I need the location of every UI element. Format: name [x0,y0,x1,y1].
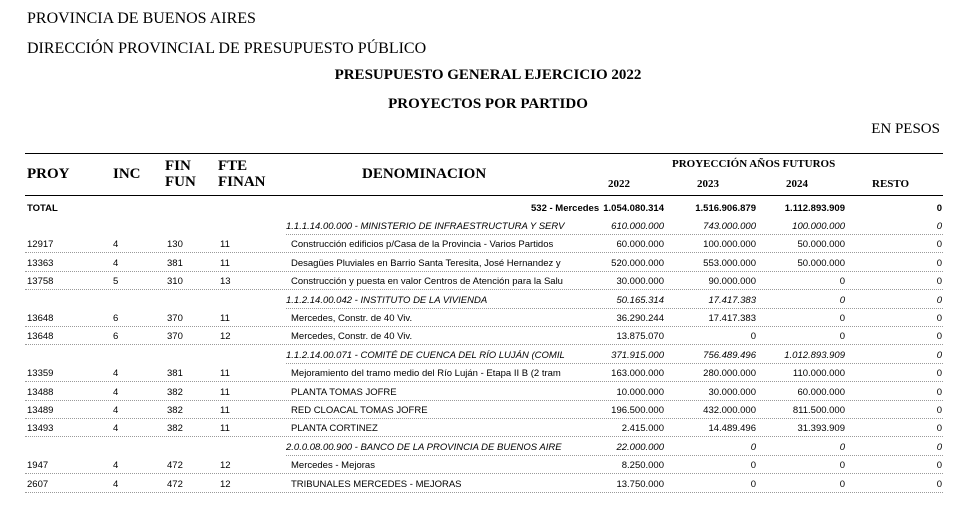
page-subtitle: PROYECTOS POR PARTIDO [388,96,588,112]
fte-cell: 11 [220,386,230,398]
organism-row [0,292,976,310]
table-row [0,384,976,402]
value-2023: 90.000.000 [708,276,756,288]
table-row [0,476,976,494]
col-2024: 2024 [786,178,808,190]
col-fin-line1: FIN [165,158,191,174]
table-row [0,255,976,273]
value-2022: 50.165.314 [616,294,664,306]
proy-cell: 13648 [27,331,54,343]
row-dotted-rule [25,492,943,493]
fte-cell: 12 [220,331,231,343]
row-dotted-rule [286,455,943,456]
col-proyeccion: PROYECCIÓN AÑOS FUTUROS [672,158,836,170]
fte-cell: 11 [220,257,230,269]
value-2022: 36.290.244 [616,313,664,324]
value-2023: 0 [750,460,756,472]
row-dotted-rule [286,234,943,235]
col-fte-line1: FTE [218,158,248,174]
col-resto: RESTO [872,178,910,190]
organism-row [0,347,976,365]
value-resto: 0 [936,331,942,343]
value-2024: 1.012.893.909 [784,349,845,361]
value-resto: 0 [936,294,942,306]
value-2022: 2.415.000 [621,423,664,435]
value-resto: 0 [936,368,942,380]
total-2023: 1.516.906.879 [695,203,756,214]
value-2024: 50.000.000 [797,257,845,269]
inc-cell: 4 [113,239,119,251]
value-resto: 0 [936,386,942,398]
table-row [0,457,976,475]
value-2022: 610.000.000 [611,221,664,232]
value-resto: 0 [936,313,942,324]
total-partido: 532 - Mercedes [531,203,600,214]
row-dotted-rule [25,326,943,327]
page-title: PRESUPUESTO GENERAL EJERCICIO 2022 [334,67,642,83]
denominacion-cell: Construcción y puesta en valor Centros de Atención para la Salu [291,276,563,288]
fte-cell: 11 [220,313,230,324]
value-resto: 0 [936,441,942,453]
fin-cell: 381 [167,368,183,380]
value-2022: 371.915.000 [611,349,664,361]
denominacion-cell: Mejoramiento del tramo medio del Río Luján - Etapa II B (2 tram [291,368,561,380]
organism-name: 1.1.2.14.00.071 - COMITÉ DE CUENCA DEL RÍO LUJÁN (COMIL [286,349,565,361]
header-top-rule [25,153,943,154]
inc-cell: 4 [113,460,119,472]
value-2023: 743.000.000 [703,221,756,232]
fte-cell: 11 [220,368,230,380]
proy-cell: 13488 [27,386,54,398]
value-2023: 756.489.496 [703,349,756,361]
col-fin [165,158,196,190]
organism-row [0,218,976,236]
proy-cell: 13489 [27,405,54,416]
value-2022: 30.000.000 [616,276,664,288]
value-2022: 13.750.000 [616,478,664,490]
value-resto: 0 [936,257,942,269]
proy-cell: 12917 [27,239,54,251]
value-2024: 0 [839,441,845,453]
col-denominacion: DENOMINACION [362,166,487,182]
value-2024: 50.000.000 [797,239,845,251]
value-2023: 0 [750,478,756,490]
total-2024: 1.112.893.909 [784,203,845,214]
fin-cell: 310 [167,276,183,288]
inc-cell: 4 [113,386,119,398]
inc-cell: 6 [113,331,119,343]
row-dotted-rule [25,400,943,401]
total-label: TOTAL [27,203,58,214]
fte-cell: 11 [220,239,230,251]
value-resto: 0 [936,405,942,416]
value-resto: 0 [936,221,942,232]
row-dotted-rule [25,271,943,272]
table-row [0,328,976,346]
value-2022: 520.000.000 [611,257,664,269]
value-2022: 10.000.000 [616,386,664,398]
denominacion-cell: TRIBUNALES MERCEDES - MEJORAS [291,478,462,490]
row-dotted-rule [25,473,943,474]
inc-cell: 4 [113,368,119,380]
organism-row [0,439,976,457]
fin-cell: 382 [167,405,183,416]
value-2024: 0 [839,460,845,472]
organism-name: 1.1.1.14.00.000 - MINISTERIO DE INFRAESTRUCTURA Y SERV [286,221,565,232]
col-fte-line2: FINAN [218,174,266,190]
total-resto: 0 [936,203,942,214]
inc-cell: 4 [113,257,119,269]
denominacion-cell: Mercedes, Constr. de 40 Viv. [291,313,413,324]
fin-cell: 472 [167,460,183,472]
col-inc: INC [113,166,141,182]
currency-unit: EN PESOS [871,121,940,137]
col-fte [218,158,266,190]
proy-cell: 1947 [27,460,49,472]
row-dotted-rule [286,308,943,309]
total-row [0,200,976,218]
value-2024: 100.000.000 [792,221,845,232]
fte-cell: 12 [220,460,231,472]
row-dotted-rule [25,436,943,437]
inc-cell: 4 [113,423,119,435]
value-2023: 100.000.000 [703,239,756,251]
value-2024: 31.393.909 [797,423,845,435]
col-proy: PROY [27,166,70,182]
header-bottom-rule [25,195,943,196]
denominacion-cell: PLANTA CORTINEZ [291,423,378,435]
value-2024: 0 [839,313,845,324]
table-row [0,236,976,254]
value-2024: 60.000.000 [797,386,845,398]
denominacion-cell: PLANTA TOMAS JOFRE [291,386,397,398]
fin-cell: 382 [167,423,183,435]
table-row [0,420,976,438]
proy-cell: 13363 [27,257,54,269]
province-heading: PROVINCIA DE BUENOS AIRES [27,10,256,27]
value-2022: 163.000.000 [611,368,664,380]
value-2024: 0 [839,276,845,288]
table-row [0,365,976,383]
fte-cell: 13 [220,276,231,288]
value-2023: 553.000.000 [703,257,756,269]
row-dotted-rule [25,344,943,345]
fte-cell: 11 [220,405,230,416]
inc-cell: 5 [113,276,119,288]
denominacion-cell: Mercedes, Constr. de 40 Viv. [291,331,413,343]
denominacion-cell: Desagües Pluviales en Barrio Santa Teresita, José Hernandez y [291,257,561,269]
table-row [0,310,976,328]
table-row [0,402,976,420]
row-dotted-rule [25,381,943,382]
value-resto: 0 [936,239,942,251]
proy-cell: 13648 [27,313,54,324]
fin-cell: 370 [167,313,183,324]
value-2023: 0 [750,331,756,343]
proy-cell: 13359 [27,368,54,380]
col-fin-line2: FUN [165,174,196,190]
value-2023: 432.000.000 [703,405,756,416]
fin-cell: 370 [167,331,183,343]
value-resto: 0 [936,349,942,361]
proy-cell: 13493 [27,423,54,435]
fin-cell: 381 [167,257,183,269]
row-dotted-rule [25,418,943,419]
value-2023: 0 [750,441,756,453]
value-2023: 17.417.383 [708,313,756,324]
proy-cell: 2607 [27,478,49,490]
value-2022: 13.875.070 [616,331,664,343]
inc-cell: 4 [113,478,119,490]
inc-cell: 6 [113,313,119,324]
row-dotted-rule [286,363,943,364]
fte-cell: 12 [220,478,231,490]
total-2022: 1.054.080.314 [603,203,664,214]
value-2023: 14.489.496 [708,423,756,435]
row-dotted-rule [25,289,943,290]
col-2022: 2022 [608,178,630,190]
inc-cell: 4 [113,405,119,416]
value-resto: 0 [936,276,942,288]
value-2022: 8.250.000 [621,460,664,472]
table-row [0,273,976,291]
fte-cell: 11 [220,423,230,435]
value-2024: 0 [839,478,845,490]
denominacion-cell: Mercedes - Mejoras [291,460,375,472]
value-resto: 0 [936,423,942,435]
value-2024: 0 [839,331,845,343]
organism-name: 2.0.0.08.00.900 - BANCO DE LA PROVINCIA DE BUENOS AIRE [286,441,562,453]
value-resto: 0 [936,478,942,490]
value-2022: 22.000.000 [616,441,664,453]
row-dotted-rule [25,252,943,253]
value-2022: 196.500.000 [611,405,664,416]
col-2023: 2023 [697,178,719,190]
fin-cell: 472 [167,478,183,490]
value-resto: 0 [936,460,942,472]
value-2023: 280.000.000 [703,368,756,380]
value-2024: 0 [839,294,845,306]
fin-cell: 382 [167,386,183,398]
organism-name: 1.1.2.14.00.042 - INSTITUTO DE LA VIVIENDA [286,294,488,306]
direction-heading: DIRECCIÓN PROVINCIAL DE PRESUPUESTO PÚBLICO [27,40,427,57]
value-2023: 30.000.000 [708,386,756,398]
value-2022: 60.000.000 [616,239,664,251]
denominacion-cell: RED CLOACAL TOMAS JOFRE [291,405,428,416]
proy-cell: 13758 [27,276,54,288]
fin-cell: 130 [167,239,183,251]
value-2024: 811.500.000 [792,405,845,416]
value-2023: 17.417.383 [708,294,756,306]
value-2024: 110.000.000 [792,368,845,380]
denominacion-cell: Construcción edificios p/Casa de la Provincia - Varios Partidos [291,239,554,251]
